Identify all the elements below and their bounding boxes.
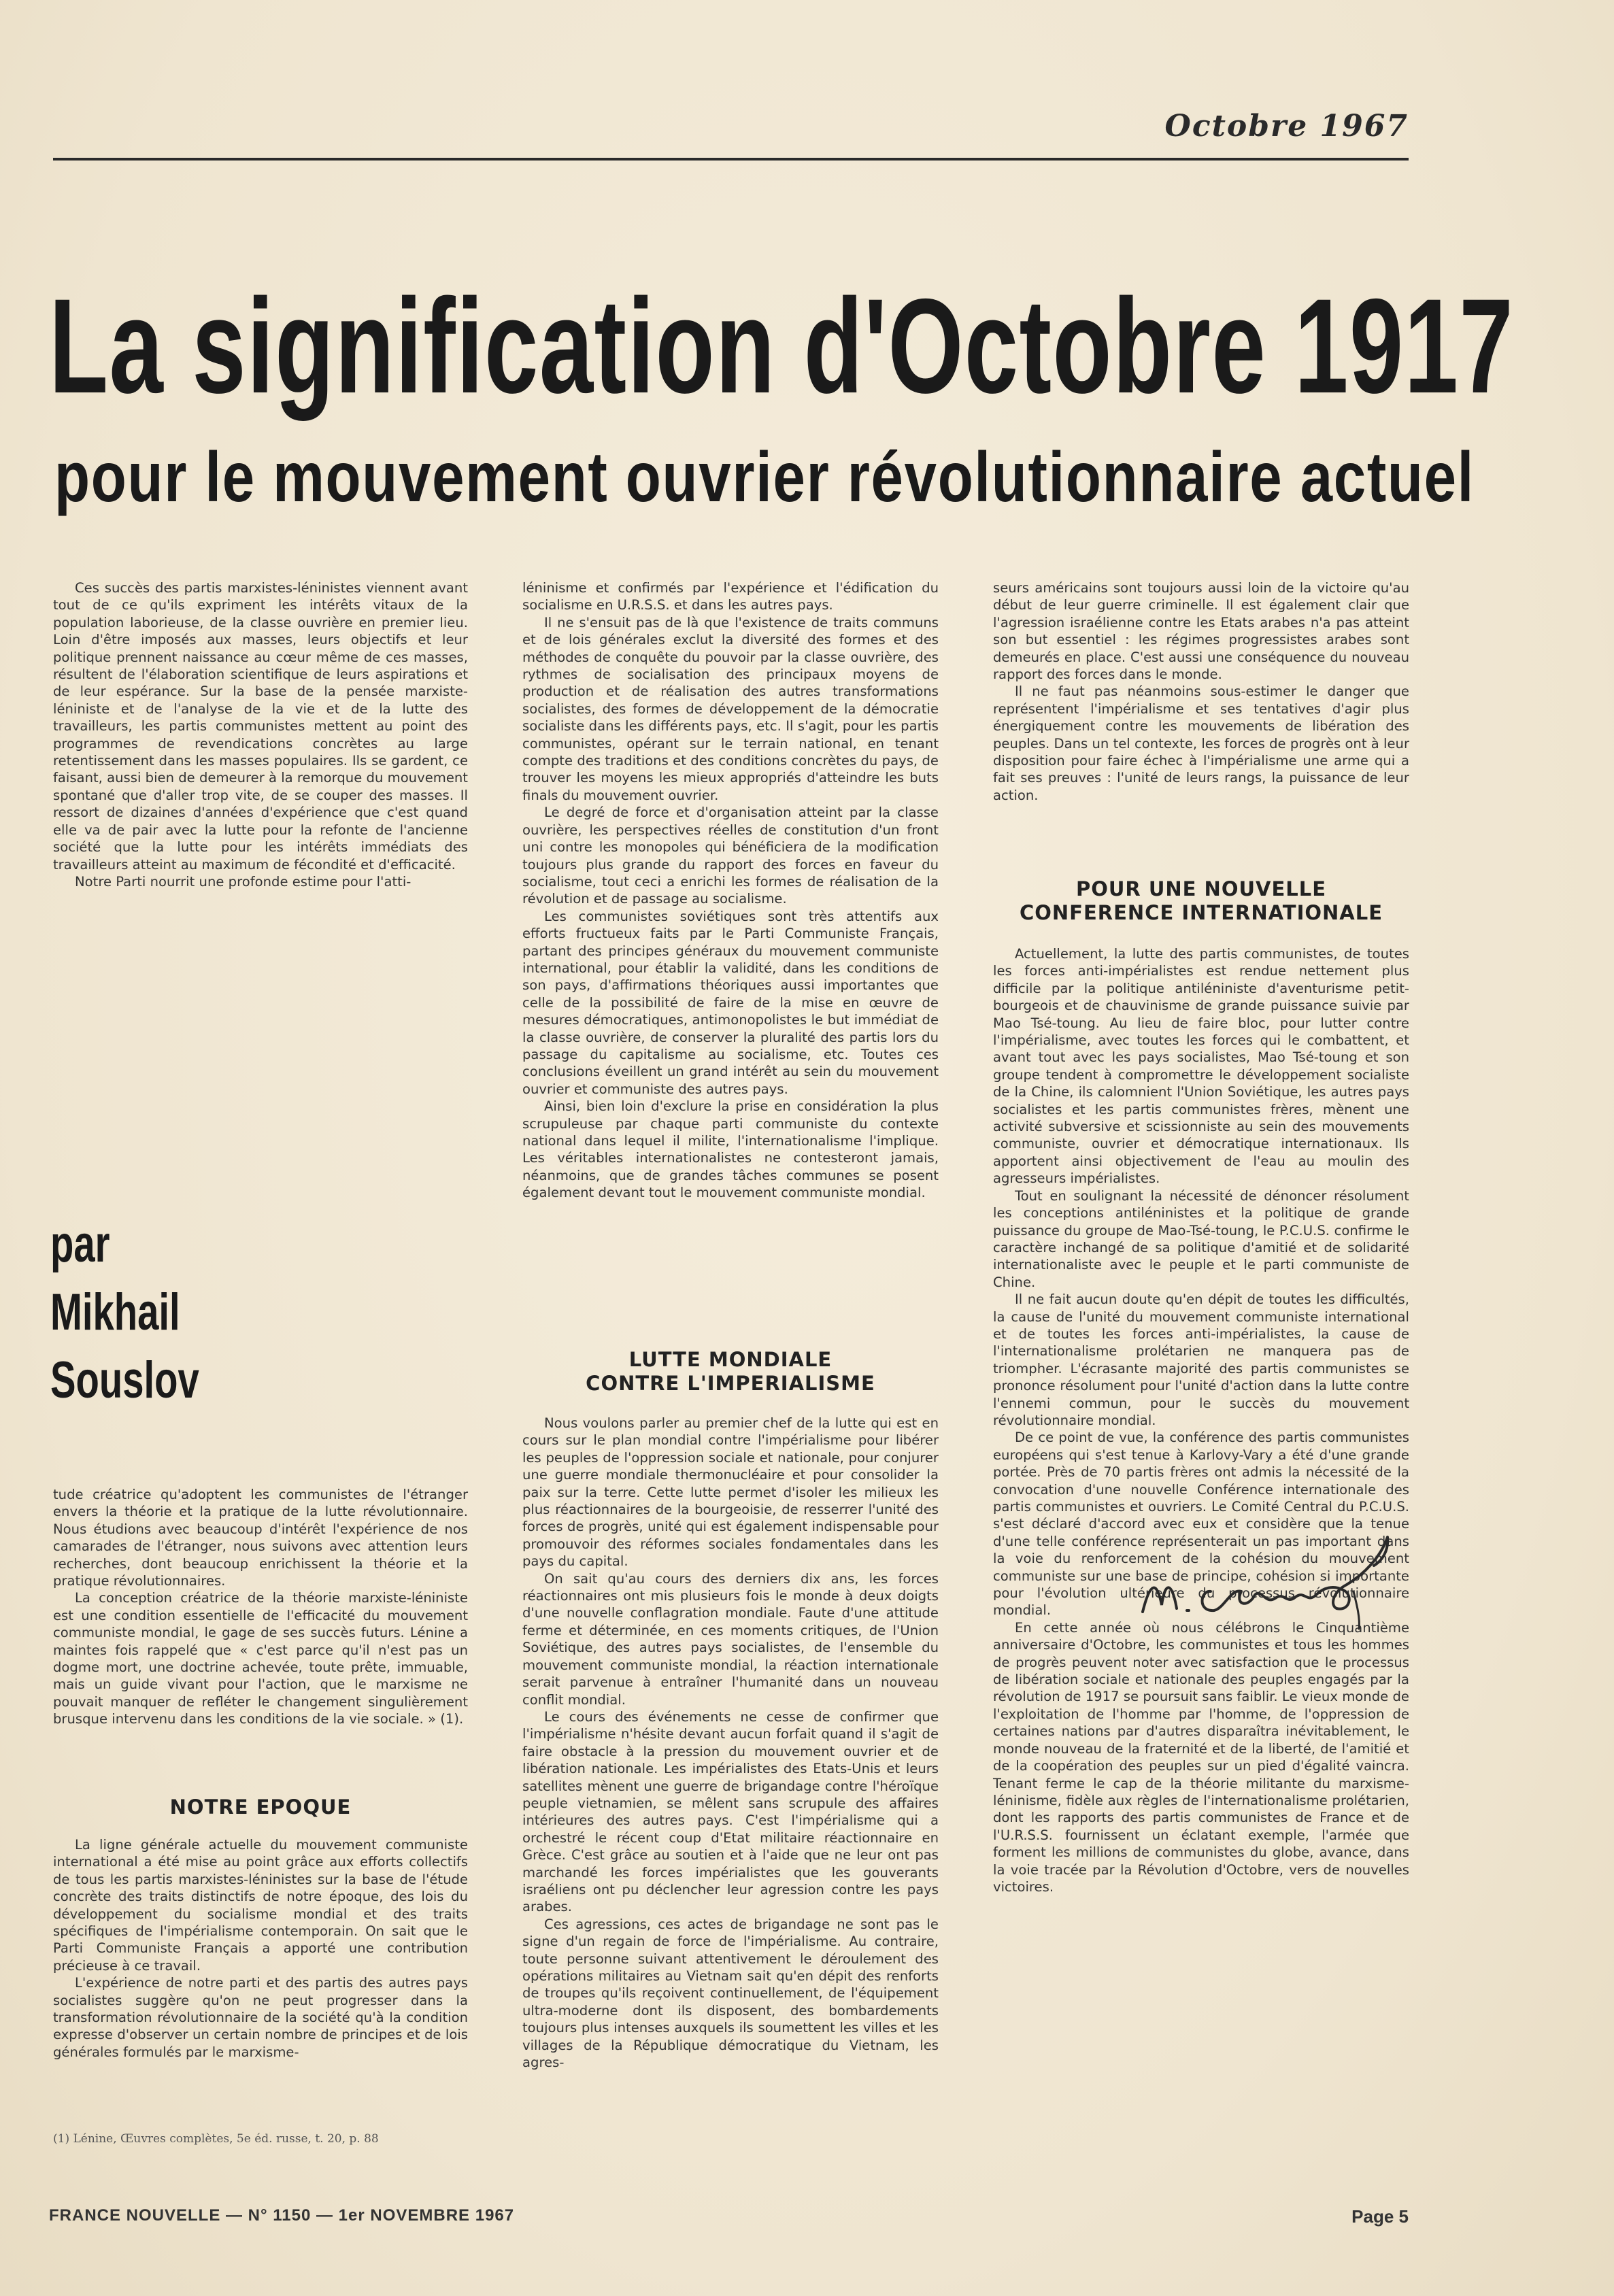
paragraph: Les communistes soviétiques sont très attentifs aux efforts fructueux faits par le Parti Communiste Français, partant des principes généraux du mouvement communiste international, pour établir la validité, dans les conditions de son pays, d'affirmations théoriques aussi importantes que celle de la possibilité de faire de la mise en œuvre de mesures démocratiques, antimonopolistes le but immédiat de la classe ouvrière, de conserver la pluralité des partis lors du passage du capitalisme au socialisme, etc. Toutes ces conclusions éveillent un grand intérêt au sein du mouvement ouvrier et communiste des autres pays. [522, 908, 939, 1097]
paragraph: Il ne s'ensuit pas de là que l'existence de traits communs et de lois générales exclut la diversité des formes et des méthodes de conquête du pouvoir par la classe ouvrière, des rythmes de socialisation des principaux moyens de production et de réalisation des autres transformations socialistes, des formes de développement de la démocratie socialiste dans les différents pays, etc. Il s'agit, pour les partis communistes, opérant sur le terrain national, en tenant compte des traditions et des conditions concrètes du pays, de trouver les moyens les mieux appropriés d'atteindre les buts finals du mouvement ouvrier. [522, 614, 939, 803]
paragraph: La ligne générale actuelle du mouvement communiste international a été mise au point grâce aux efforts collectifs de tous les partis marxistes-léninistes sur la base de l'étude concrète des traits distinctifs de notre époque, des lois du développement du socialisme mondial et des traits spécifiques de l'impérialisme contemporain. On sait que le Parti Communiste Français a apporté une contribution précieuse à ce travail. [53, 1837, 468, 1974]
paragraph: On sait qu'au cours des derniers dix ans, les forces réactionnaires ont mis plusieurs fois le monde à deux doigts d'une nouvelle conflagration mondiale. Faute d'une attitude ferme et déterminée, en ces moments critiques, de l'Union Soviétique, des autres pays socialistes, de l'ensemble du mouvement communiste mondial, la réaction internationale serait parvenue à entraîner l'humanité dans un nouveau conflit mondial. [522, 1570, 939, 1708]
byline-first-name: Mikhail [50, 1283, 180, 1341]
header-date: Octobre 1967 [1164, 109, 1409, 144]
paragraph: Le degré de force et d'organisation atteint par la classe ouvrière, les perspectives réelles de constitution d'un front uni contre les monopoles qui bénéficiera de la modification toujours plus grande du rapport des forces en faveur du socialisme, tout ceci a enrichi les formes de réalisation de la révolution et de passage au socialisme. [522, 805, 939, 907]
paragraph: seurs américains sont toujours aussi loin de la victoire qu'au début de leur guerre criminelle. Il est également clair que l'agression israélienne contre les Etats arabes n'a pas atteint son but essentiel : les régimes progressistes arabes sont demeurés en place. C'est aussi une conséquence du nouveau rapport des forces dans le monde. [993, 580, 1409, 683]
paragraph: En cette année où nous célébrons le Cinquantième anniversaire d'Octobre, les communistes et tous les hommes de progrès peuvent noter avec satisfaction que le processus de libération sociale et nationale des peuples engagés par la révolution de 1917 se poursuit sans faiblir. Le vieux monde de l'exploitation de l'homme par l'homme, de l'oppression de certaines nations par d'autres disparaîtra inévitablement, le monde nouveau de la fraternité et de la liberté, de l'amitié et de la coopération des peuples sur un pied d'égalité vaincra. Tenant ferme le cap de la théorie militante du marxisme-léninisme, fidèle aux règles de l'internationalisme prolétarien, dont les rapports des partis communistes de France et de l'U.R.S.S. fournissent un éclatant exemple, l'armée que forment les millions de communistes du globe, avance, dans la voie tracée par la Révolution d'Octobre, vers de nouvelles victoires. [993, 1619, 1409, 1895]
paragraph: Notre Parti nourrit une profonde estime pour l'atti- [75, 873, 411, 890]
section-heading-notre-epoque: NOTRE EPOQUE [169, 1795, 352, 1819]
column-2-top [522, 579, 939, 1202]
paragraph: léninisme et confirmés par l'expérience et l'édification du socialisme en U.R.S.S. et dans les autres pays. [522, 580, 939, 613]
column-1-bottom [53, 1486, 468, 1728]
byline-prefix: par [50, 1215, 110, 1273]
footer-page-number: Page 5 [1351, 2206, 1409, 2227]
handwritten-signature [1129, 1510, 1415, 1632]
section-heading-line: LUTTE MONDIALE [628, 1348, 833, 1371]
column-1-top [53, 579, 468, 890]
byline-last-name: Souslov [50, 1351, 199, 1409]
byline [50, 1211, 199, 1415]
paragraph: Nous voulons parler au premier chef de la lutte qui est en cours sur le plan mondial contre l'impérialisme pour libérer les peuples de l'oppression sociale et nationale, pour conjurer une guerre mondiale thermonucléaire et pour consolider la paix sur la terre. Cette lutte permet d'isoler les milieux les plus réactionnaires de la bourgeoisie, de resserrer l'unité des forces de progrès, unité qui est également indispensable pour promouvoir des réformes sociales fondamentales dans les pays du capital. [522, 1415, 939, 1570]
paragraph: Actuellement, la lutte des partis communistes, de toutes les forces anti-impérialistes est rendue nettement plus difficile par la politique antiléniniste d'aventurisme petit-bourgeois et de chauvinisme de grande puissance suivie par Mao Tsé-toung. Au lieu de faire bloc, pour lutter contre l'impérialisme, avec toutes les forces qui le combattent, et avant tout avec les pays socialistes, Mao Tsé-toung et son groupe tendent à compromettre le développement socialiste de la Chine, ils calomnient l'Union Soviétique, les autres pays socialistes et les partis communistes frères, mènent une activité subversive et scissionniste au sein des mouvements communiste, ouvrier et démocratique internationaux. Ils apportent ainsi objectivement de l'eau au moulin des agresseurs impérialistes. [993, 946, 1409, 1187]
paragraph: Tout en soulignant la nécessité de dénoncer résolument les conceptions antiléninistes et la politique de grande puissance du groupe de Mao-Tsé-toung, le P.C.U.S. confirme le caractère inchangé de sa politique d'amitié et de solidarité internationaliste avec le peuple et le parti communiste de Chine. [993, 1187, 1409, 1290]
column-3-top [993, 579, 1409, 804]
section-heading-line: CONTRE L'IMPERIALISME [586, 1372, 875, 1395]
paragraph: Ces succès des partis marxistes-léninistes viennent avant tout de ce qu'ils expriment les intérêts vitaux de la population laborieuse, de la classe ouvrière en premier lieu. Loin d'être imposés aux masses, leurs objectifs et leur politique prennent naissance au cœur même de ces masses, résultent de l'élaboration scientifique de leurs aspirations et de leur espérance. Sur la base de la pensée marxiste-léniniste et de l'analyse de la vie et de la lutte des travailleurs, les partis communistes mettent au point des programmes de revendications concrètes au large retentissement dans les masses populaires. Ils se gardent, ce faisant, aussi bien de demeurer à la remorque du mouvement spontané que d'aller trop vite, de se couper des masses. Il ressort de dizaines d'années d'expérience que c'est quand elle va de pair avec la lutte pour la refonte de l'ancienne société que la lutte pour les intérêts immédiats des travailleurs atteint au maximum de fécondité et d'efficacité. [53, 580, 468, 873]
header-rule [53, 158, 1409, 161]
paragraph: Il ne fait aucun doute qu'en dépit de toutes les difficultés, la cause de l'unité du mouvement communiste international et de toutes les forces anti-impérialistes, la cause de l'internationalisme prolétarien ne manquera pas de triompher. L'écrasante majorité des partis communistes se prononce résolument pour l'unité d'action dans la lutte contre l'ennemi commun, pour le succès du mouvement révolutionnaire mondial. [993, 1292, 1409, 1428]
section-heading-nouvelle-conference [993, 877, 1409, 925]
column-3-bottom [993, 945, 1409, 1895]
column-1-section [53, 1836, 468, 2061]
section-heading-line: CONFERENCE INTERNATIONALE [1019, 901, 1383, 924]
paragraph: Ces agressions, ces actes de brigandage ne sont pas le signe d'un regain de force de l'impérialisme. Au contraire, toute personne suivant attentivement le déroulement des opérations militaires au Vietnam sait qu'en dépit des renforts de troupes qu'ils reçoivent continuellement, de l'équipement ultra-moderne dont ils disposent, des bombardements toujours plus intenses auxquels ils soumettent les villes et les villages de la République démocratique du Vietnam, les agres- [522, 1916, 939, 2071]
section-heading-line: POUR UNE NOUVELLE [1075, 877, 1327, 900]
paragraph: De ce point de vue, la conférence des partis communistes européens qui s'est tenue à Karlovy-Vary a été d'une grande portée. Près de 70 partis frères ont admis la nécessité de la convocation d'une nouvelle Conférence internationale des partis communistes et ouvriers. Le Comité Central du P.C.U.S. s'est déclaré d'accord avec eux et considère que la tenue d'une telle conférence représenterait un pas important dans la voie du renforcement de la cohésion du mouvement communiste sur une base de principe, cohésion si importante pour l'évolution ultérieure du processus révolutionnaire mondial. [993, 1430, 1409, 1619]
paragraph: tude créatrice qu'adoptent les communistes de l'étranger envers la théorie et la pratique de la lutte révolutionnaire. Nous étudions avec beaucoup d'intérêt l'expérience de nos camarades de l'étranger, nous suivons avec attention leurs recherches, dont beaucoup enrichissent la théorie et la pratique révolutionnaires. [53, 1487, 468, 1589]
article-title: La signification d'Octobre 1917 [49, 271, 1515, 421]
paragraph: Ainsi, bien loin d'exclure la prise en considération la plus scrupuleuse par chaque parti communiste du contexte national dans lequel il milite, l'internationalisme l'implique. Les véritables internationalistes ne contesteront jamais, néanmoins, que de grandes tâches communes se posent également devant tout le mouvement communiste mondial. [522, 1098, 939, 1201]
article-subtitle: pour le mouvement ouvrier révolutionnaire actuel [54, 438, 1475, 517]
column-2-bottom [522, 1415, 939, 2071]
paragraph: L'expérience de notre parti et des partis des autres pays socialistes suggère qu'on ne peut progresser dans la transformation révolutionnaire de la société qu'à la condition expresse d'observer un certain nombre de principes et de lois générales formulés par le marxisme- [53, 1975, 468, 2060]
paragraph: Le cours des événements ne cesse de confirmer que l'impérialisme n'hésite devant aucun forfait quand il s'agit de faire obstacle à la pression du mouvement ouvrier et de libération nationale. Les impérialistes des Etats-Unis et leurs satellites mènent une guerre de brigandage contre l'héroïque peuple vietnamien, se mêlent sans scrupule des affaires intérieures des autres pays. C'est l'impérialisme qui a orchestré le récent coup d'Etat militaire réactionnaire en Grèce. C'est grâce au soutien et à l'aide que ne leur ont pas marchandé les forces impérialistes que les gouverants israéliens ont pu déclencher leur agression contre les pays arabes. [522, 1708, 939, 1915]
paragraph: La conception créatrice de la théorie marxiste-léniniste est une condition essentielle de l'efficacité du mouvement communiste mondial, le gage de ses succès futurs. Lénine a maintes fois rappelé que « c'est parce qu'il n'est pas un dogme mort, une doctrine achevée, toute prête, immuable, mais un guide vivant pour l'action, que le marxisme ne pouvait manquer de refléter le changement singulièrement brusque intervenu dans les conditions de la vie sociale. » (1). [53, 1590, 468, 1727]
section-heading-lutte-mondiale [522, 1348, 939, 1396]
paragraph: Il ne faut pas néanmoins sous-estimer le danger que représentent l'impérialisme et ses tentatives d'agir plus énergiquement contre les mouvements de libération des peuples. Dans un tel contexte, les forces de progrès ont à leur disposition pour faire échec à l'impérialisme une arme qui a fait ses preuves : l'unité de leurs rangs, la puissance de leur action. [993, 683, 1409, 803]
footer-publication: FRANCE NOUVELLE — N° 1150 — 1er NOVEMBRE 1967 [49, 2206, 515, 2225]
footnote: (1) Lénine, Œuvres complètes, 5e éd. russe, t. 20, p. 88 [53, 2132, 379, 2146]
